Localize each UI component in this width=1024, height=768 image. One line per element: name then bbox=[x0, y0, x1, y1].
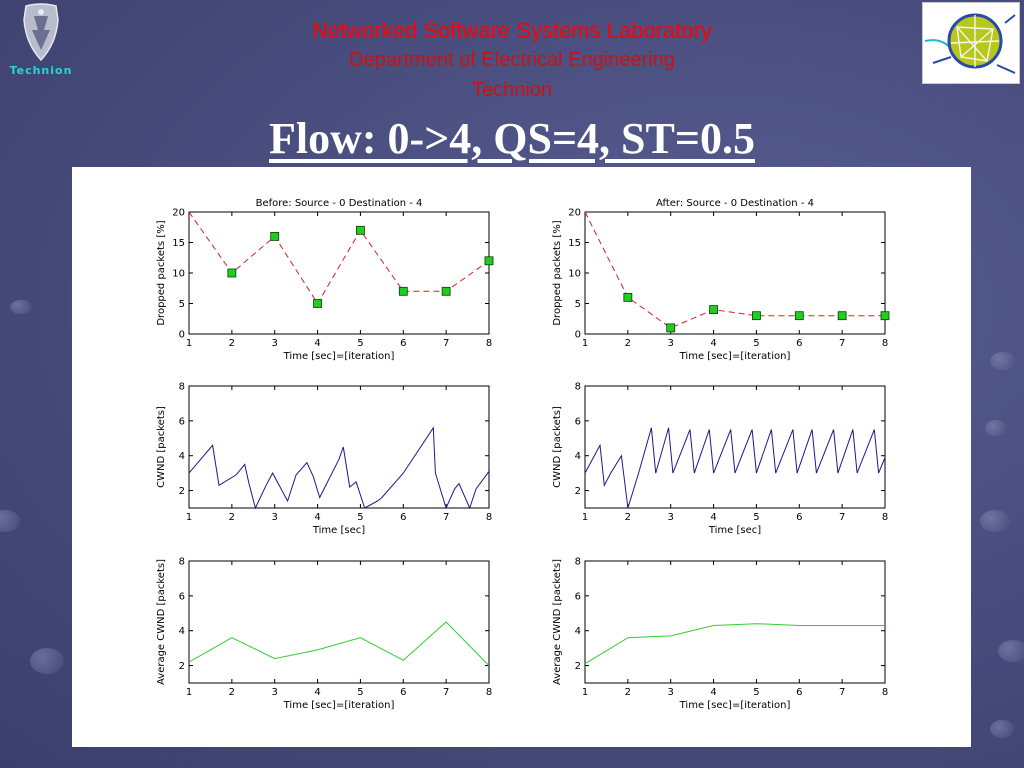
x-tick-label: 7 bbox=[838, 338, 846, 349]
data-point-marker bbox=[356, 226, 364, 234]
background-bubble bbox=[0, 510, 20, 532]
data-point-marker bbox=[752, 312, 760, 320]
x-axis-label: Time [sec] bbox=[708, 525, 762, 536]
data-point-marker bbox=[314, 300, 322, 308]
technion-logo-text: Technion bbox=[9, 64, 73, 77]
x-tick-label: 8 bbox=[881, 338, 889, 349]
data-point-marker bbox=[838, 312, 846, 320]
y-tick-label: 6 bbox=[574, 416, 581, 428]
x-tick-label: 5 bbox=[753, 687, 760, 698]
x-tick-label: 4 bbox=[314, 512, 321, 523]
y-tick-label: 6 bbox=[178, 591, 185, 603]
y-tick-label: 8 bbox=[574, 381, 581, 393]
y-tick-label: 4 bbox=[574, 451, 581, 463]
y-tick-label: 2 bbox=[574, 486, 581, 498]
chart-5 bbox=[156, 557, 492, 712]
y-tick-label: 5 bbox=[574, 299, 581, 310]
data-point-marker bbox=[399, 287, 407, 295]
y-tick-label: 15 bbox=[568, 238, 581, 249]
y-axis-label: Average CWND [packets] bbox=[552, 559, 563, 685]
y-tick-label: 2 bbox=[178, 486, 185, 498]
x-tick-label: 6 bbox=[796, 338, 803, 349]
y-tick-label: 8 bbox=[178, 556, 185, 568]
x-tick-label: 8 bbox=[485, 687, 493, 698]
x-tick-label: 1 bbox=[185, 512, 193, 523]
y-tick-label: 10 bbox=[568, 268, 581, 280]
x-tick-label: 8 bbox=[485, 338, 493, 349]
data-point-marker bbox=[881, 312, 889, 320]
plot-area bbox=[585, 561, 885, 683]
y-axis-label: CWND [packets] bbox=[552, 406, 563, 488]
plot-area bbox=[189, 561, 489, 683]
x-tick-label: 3 bbox=[271, 338, 278, 349]
y-tick-label: 20 bbox=[568, 207, 581, 219]
x-tick-label: 6 bbox=[400, 512, 407, 523]
institution-name: Technion bbox=[471, 79, 553, 101]
x-tick-label: 4 bbox=[710, 512, 717, 523]
chart-6 bbox=[552, 557, 888, 712]
background-bubble bbox=[980, 510, 1010, 532]
background-bubble bbox=[30, 648, 64, 674]
x-axis-label: Time [sec]=[iteration] bbox=[283, 351, 395, 362]
x-tick-label: 8 bbox=[485, 512, 493, 523]
x-tick-label: 5 bbox=[357, 687, 364, 698]
x-tick-label: 7 bbox=[442, 512, 450, 523]
y-tick-label: 2 bbox=[178, 661, 185, 673]
x-tick-label: 4 bbox=[710, 338, 717, 349]
data-point-marker bbox=[624, 293, 632, 301]
department-name: Department of Electrical Engineering bbox=[349, 49, 675, 71]
chart-1 bbox=[156, 198, 493, 362]
x-tick-label: 3 bbox=[271, 512, 278, 523]
data-point-marker bbox=[795, 312, 803, 320]
x-tick-label: 7 bbox=[442, 687, 450, 698]
x-tick-label: 2 bbox=[228, 687, 236, 698]
x-tick-label: 8 bbox=[881, 512, 889, 523]
background-bubble bbox=[998, 640, 1024, 662]
background-bubble bbox=[985, 420, 1007, 436]
x-tick-label: 2 bbox=[624, 338, 632, 349]
x-tick-label: 6 bbox=[796, 512, 803, 523]
data-point-marker bbox=[710, 306, 718, 314]
data-point-marker bbox=[228, 269, 236, 277]
x-tick-label: 5 bbox=[753, 338, 760, 349]
x-tick-label: 3 bbox=[667, 512, 674, 523]
x-tick-label: 4 bbox=[710, 687, 717, 698]
x-tick-label: 6 bbox=[400, 687, 407, 698]
x-tick-label: 7 bbox=[838, 512, 846, 523]
y-tick-label: 6 bbox=[178, 416, 185, 428]
x-tick-label: 2 bbox=[624, 687, 632, 698]
background-bubble bbox=[990, 720, 1014, 738]
background-bubble bbox=[10, 300, 32, 314]
y-tick-label: 20 bbox=[172, 207, 185, 219]
x-tick-label: 1 bbox=[185, 687, 193, 698]
y-tick-label: 8 bbox=[178, 381, 185, 393]
y-axis-label: Dropped packets [%] bbox=[552, 220, 563, 326]
x-tick-label: 5 bbox=[753, 512, 760, 523]
chart-4 bbox=[552, 382, 888, 537]
x-tick-label: 4 bbox=[314, 338, 321, 349]
data-point-marker bbox=[485, 257, 493, 265]
y-tick-label: 6 bbox=[574, 591, 581, 603]
figure-panel bbox=[72, 167, 971, 747]
slide-title: Flow: 0->4, QS=4, ST=0.5 bbox=[269, 114, 755, 163]
x-tick-label: 3 bbox=[667, 338, 674, 349]
plot-area bbox=[189, 386, 489, 508]
x-tick-label: 7 bbox=[838, 687, 846, 698]
chart-title: After: Source - 0 Destination - 4 bbox=[656, 198, 814, 209]
x-tick-label: 6 bbox=[400, 338, 407, 349]
chart-title: Before: Source - 0 Destination - 4 bbox=[255, 198, 423, 209]
y-axis-label: Dropped packets [%] bbox=[156, 220, 167, 326]
data-point-marker bbox=[271, 232, 279, 240]
y-tick-label: 0 bbox=[574, 329, 581, 341]
x-axis-label: Time [sec]=[iteration] bbox=[283, 700, 395, 711]
x-axis-label: Time [sec]=[iteration] bbox=[679, 351, 791, 362]
x-tick-label: 3 bbox=[667, 687, 674, 698]
plot-area bbox=[585, 386, 885, 508]
x-tick-label: 7 bbox=[442, 338, 450, 349]
background-bubble bbox=[990, 352, 1016, 370]
x-tick-label: 3 bbox=[271, 687, 278, 698]
y-tick-label: 8 bbox=[574, 556, 581, 568]
y-tick-label: 10 bbox=[172, 268, 185, 280]
x-tick-label: 5 bbox=[357, 512, 364, 523]
x-tick-label: 4 bbox=[314, 687, 321, 698]
y-tick-label: 4 bbox=[178, 451, 185, 463]
x-tick-label: 5 bbox=[357, 338, 364, 349]
y-axis-label: Average CWND [packets] bbox=[156, 559, 167, 685]
x-tick-label: 1 bbox=[185, 338, 193, 349]
x-tick-label: 2 bbox=[228, 512, 236, 523]
x-tick-label: 8 bbox=[881, 687, 889, 698]
data-point-marker bbox=[442, 287, 450, 295]
x-axis-label: Time [sec] bbox=[312, 525, 366, 536]
lab-name: Networked Software Systems Laboratory bbox=[312, 18, 712, 43]
x-tick-label: 2 bbox=[624, 512, 632, 523]
y-tick-label: 15 bbox=[172, 238, 185, 249]
figure-charts bbox=[72, 167, 971, 747]
y-tick-label: 4 bbox=[178, 626, 185, 638]
x-tick-label: 1 bbox=[581, 338, 589, 349]
x-tick-label: 2 bbox=[228, 338, 236, 349]
x-tick-label: 1 bbox=[581, 687, 589, 698]
chart-2 bbox=[552, 198, 889, 362]
y-tick-label: 4 bbox=[574, 626, 581, 638]
y-axis-label: CWND [packets] bbox=[156, 406, 167, 488]
chart-3 bbox=[156, 382, 492, 537]
y-tick-label: 2 bbox=[574, 661, 581, 673]
x-tick-label: 6 bbox=[796, 687, 803, 698]
y-tick-label: 0 bbox=[178, 329, 185, 341]
x-tick-label: 1 bbox=[581, 512, 589, 523]
data-point-marker bbox=[667, 324, 675, 332]
x-axis-label: Time [sec]=[iteration] bbox=[679, 700, 791, 711]
y-tick-label: 5 bbox=[178, 299, 185, 310]
